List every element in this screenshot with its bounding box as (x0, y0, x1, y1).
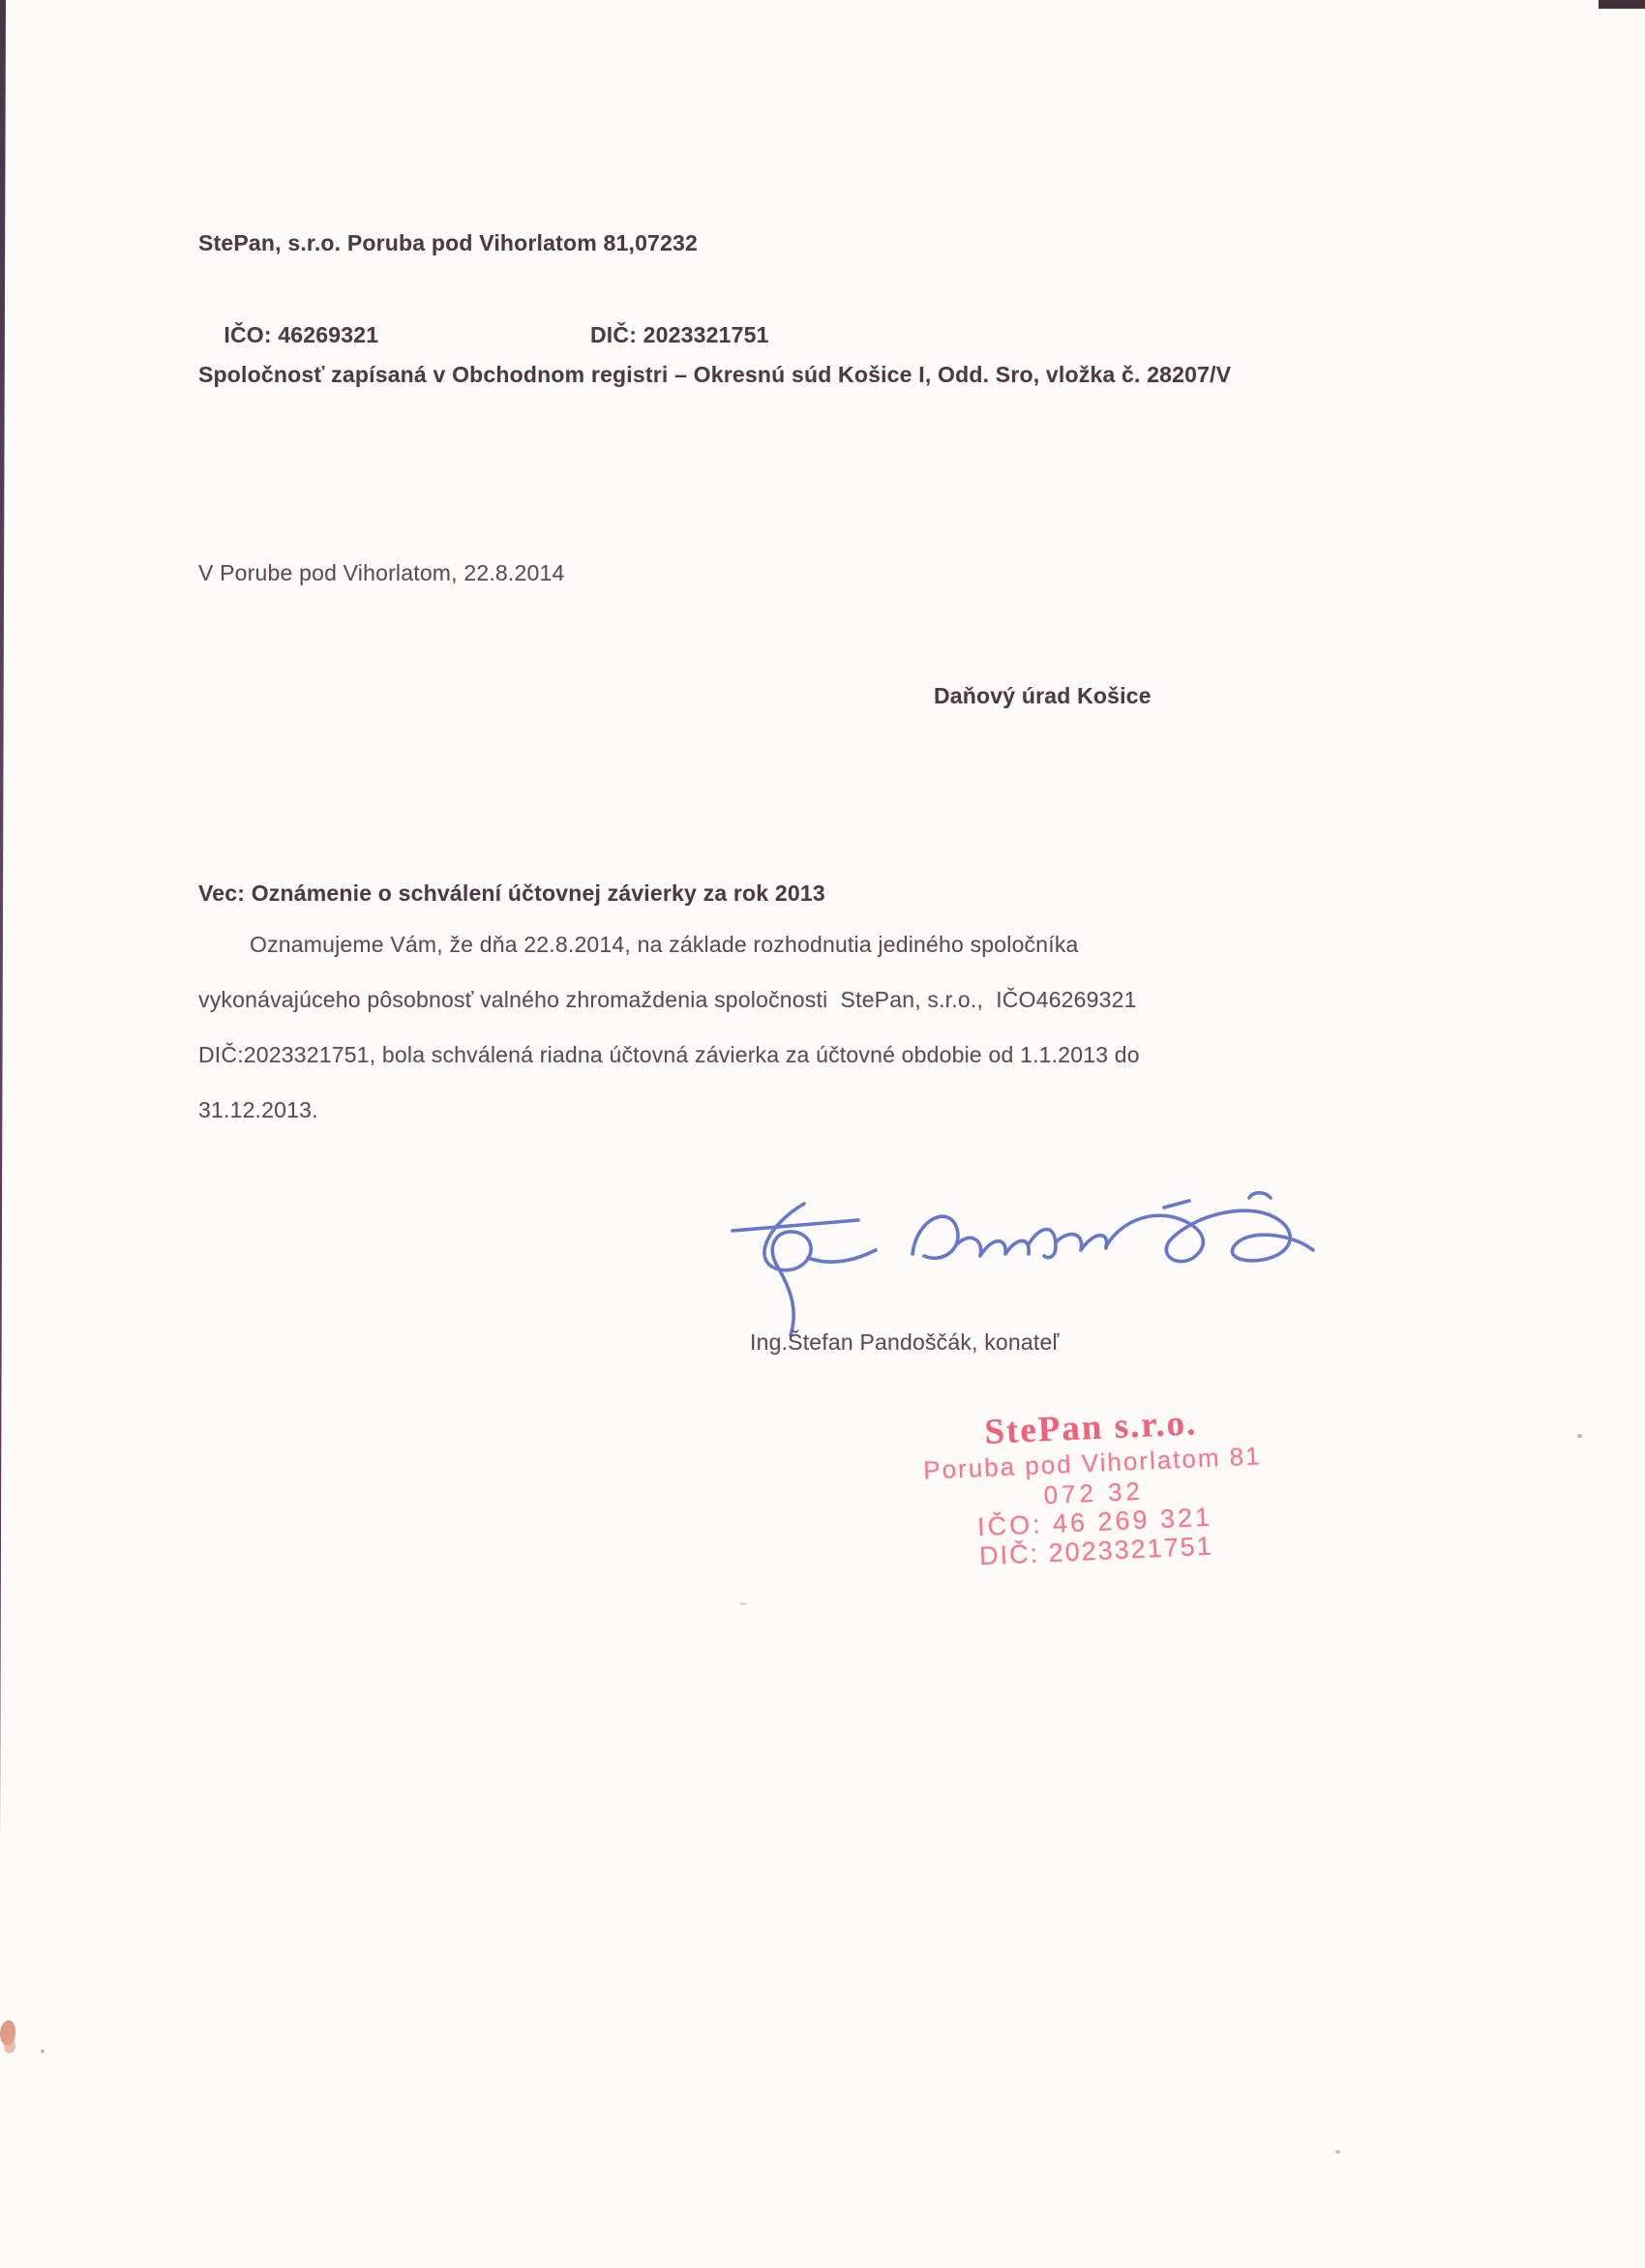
company-address-line: StePan, s.r.o. Poruba pod Vihorlatom 81,07232 (198, 230, 699, 255)
ink-smudge (4, 2040, 15, 2053)
stamp-dic: DIČ: 2023321751 (978, 1531, 1214, 1571)
stamp-street: Poruba pod Vihorlatom 81 (922, 1441, 1263, 1485)
addressee: Daňový úrad Košice (934, 683, 1152, 708)
stamp-zip: 072 32 (1042, 1476, 1145, 1510)
scan-speck (41, 2049, 45, 2053)
dic-value: DIČ: 2023321751 (590, 322, 769, 347)
signature-ink (711, 1188, 1331, 1353)
body-line: 31.12.2013. (198, 1097, 318, 1122)
subject-line: Vec: Oznámenie o schválení účtovnej závierky za rok 2013 (198, 880, 825, 906)
scan-speck (739, 1602, 747, 1605)
signer-name-line: Ing.Štefan Pandoščák, konateľ (750, 1329, 1060, 1355)
stamp-ico: IČO: 46 269 321 (976, 1502, 1213, 1542)
ico-value: IČO: 46269321 (224, 322, 379, 347)
body-line: vykonávajúceho pôsobnosť valného zhromaždenia spoločnosti StePan, s.r.o., IČO46269321 (198, 987, 1137, 1012)
scan-speck (1335, 2150, 1340, 2154)
registry-line: Spoločnosť zapísaná v Obchodnom registri – Okresnú súd Košice I, Odd. Sro, vložka č. 28207/V (198, 362, 1232, 387)
handwritten-signature (711, 1188, 1331, 1353)
body-line: DIČ:2023321751, bola schválená riadna účtovná závierka za účtovné obdobie od 1.1.2013 do (198, 1042, 1140, 1067)
scan-speck (1577, 1434, 1582, 1438)
scan-top-right-corner-mark (1599, 0, 1645, 9)
stamp-company-name: StePan s.r.o. (983, 1403, 1199, 1452)
place-date-line: V Porube pod Vihorlatom, 22.8.2014 (198, 560, 565, 585)
company-stamp (882, 1400, 1305, 1575)
body-line: Oznamujeme Vám, že dňa 22.8.2014, na základe rozhodnutia jediného spoločníka (250, 932, 1079, 957)
scan-left-edge-line (0, 0, 6, 2268)
